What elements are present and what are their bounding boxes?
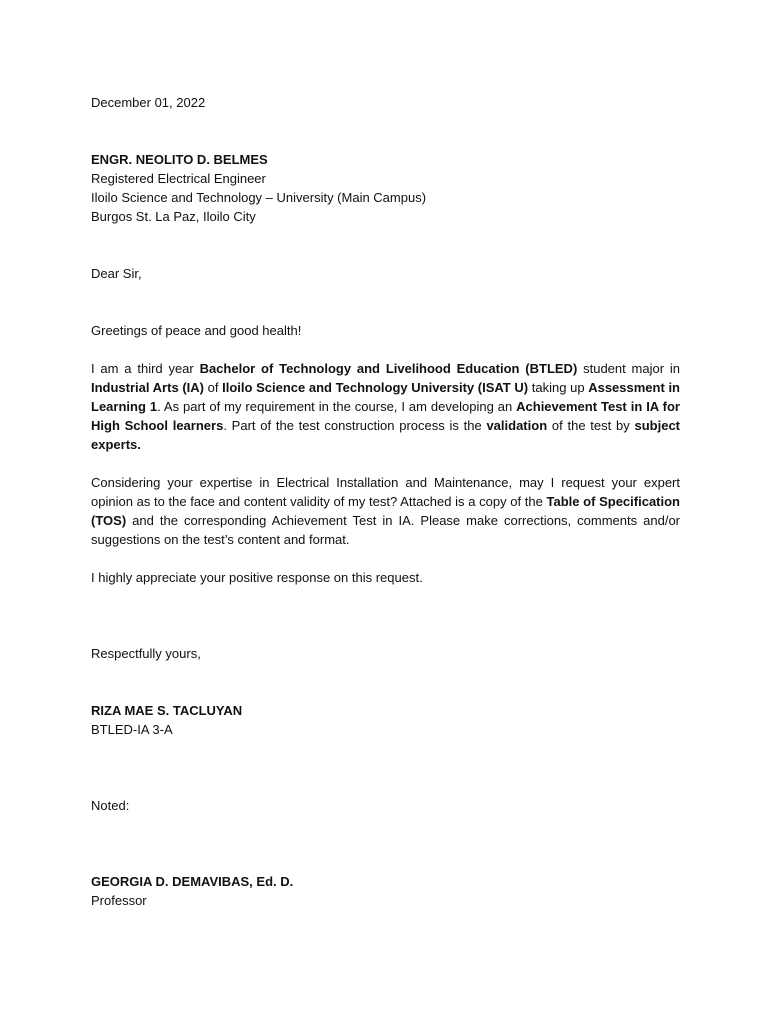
paragraph-request-context [91, 359, 680, 454]
recipient-institution: Iloilo Science and Technology – University (Main Campus) [91, 190, 427, 205]
p1-text-4: taking up [528, 380, 589, 395]
p1-bold-validation: validation [486, 418, 548, 433]
recipient-block [91, 150, 680, 226]
spacer [91, 549, 680, 568]
letter-date: December 01, 2022 [91, 95, 206, 110]
paragraph-appreciation: I highly appreciate your positive response on this request. [91, 570, 423, 585]
greeting: Greetings of peace and good health! [91, 323, 302, 338]
recipient-name: ENGR. NEOLITO D. BELMES [91, 152, 268, 167]
p1-text-7: of the test by [547, 418, 635, 433]
sender-block [91, 701, 680, 739]
spacer [91, 454, 680, 473]
p1-bold-course: Assessment in Learning 1 [91, 380, 680, 414]
paragraph-request [91, 473, 680, 549]
p1-text-1: I am a third year [91, 361, 200, 376]
p1-bold-test: Achievement Test in IA for High School learners [91, 399, 680, 433]
noter-block [91, 872, 680, 910]
p1-text-2: student major in [577, 361, 680, 376]
sender-name: RIZA MAE S. TACLUYAN [91, 703, 243, 718]
spacer [91, 663, 680, 701]
spacer [91, 739, 680, 796]
closing: Respectfully yours, [91, 646, 201, 661]
noter-title: Professor [91, 893, 147, 908]
p2-text-1: Considering your expertise in Electrical Installation and Maintenance, may I request your expert opinion as to the face and content validity of my test? Attached is a copy of the [91, 475, 680, 509]
p1-text-3: of [203, 380, 223, 395]
p2-bold-tos: Table of Specification (TOS) [91, 494, 681, 528]
spacer [91, 587, 680, 644]
p1-bold-university: Iloilo Science and Technology University (ISAT U) [222, 380, 529, 395]
spacer [91, 815, 680, 872]
spacer [91, 226, 680, 264]
p1-bold-major: Industrial Arts (IA) [91, 380, 204, 395]
p1-text-5: . As part of my requirement in the course, I am developing an [157, 399, 517, 414]
recipient-title: Registered Electrical Engineer [91, 171, 266, 186]
p2-text-2: and the corresponding Achievement Test in IA. Please make corrections, comments and/or suggestions on the test’s content and format. [91, 513, 680, 547]
spacer [91, 283, 680, 321]
noted-label: Noted: [91, 798, 130, 813]
p1-text-6: . Part of the test construction process is the [223, 418, 487, 433]
salutation: Dear Sir, [91, 266, 142, 281]
p1-bold-program: Bachelor of Technology and Livelihood Education (BTLED) [199, 361, 578, 376]
sender-section: BTLED-IA 3-A [91, 722, 173, 737]
spacer [91, 112, 680, 150]
letter [91, 93, 680, 910]
spacer [91, 340, 680, 359]
recipient-address: Burgos St. La Paz, Iloilo City [91, 209, 256, 224]
noter-name: GEORGIA D. DEMAVIBAS, Ed. D. [91, 874, 294, 889]
p1-bold-experts: subject experts. [91, 418, 680, 452]
